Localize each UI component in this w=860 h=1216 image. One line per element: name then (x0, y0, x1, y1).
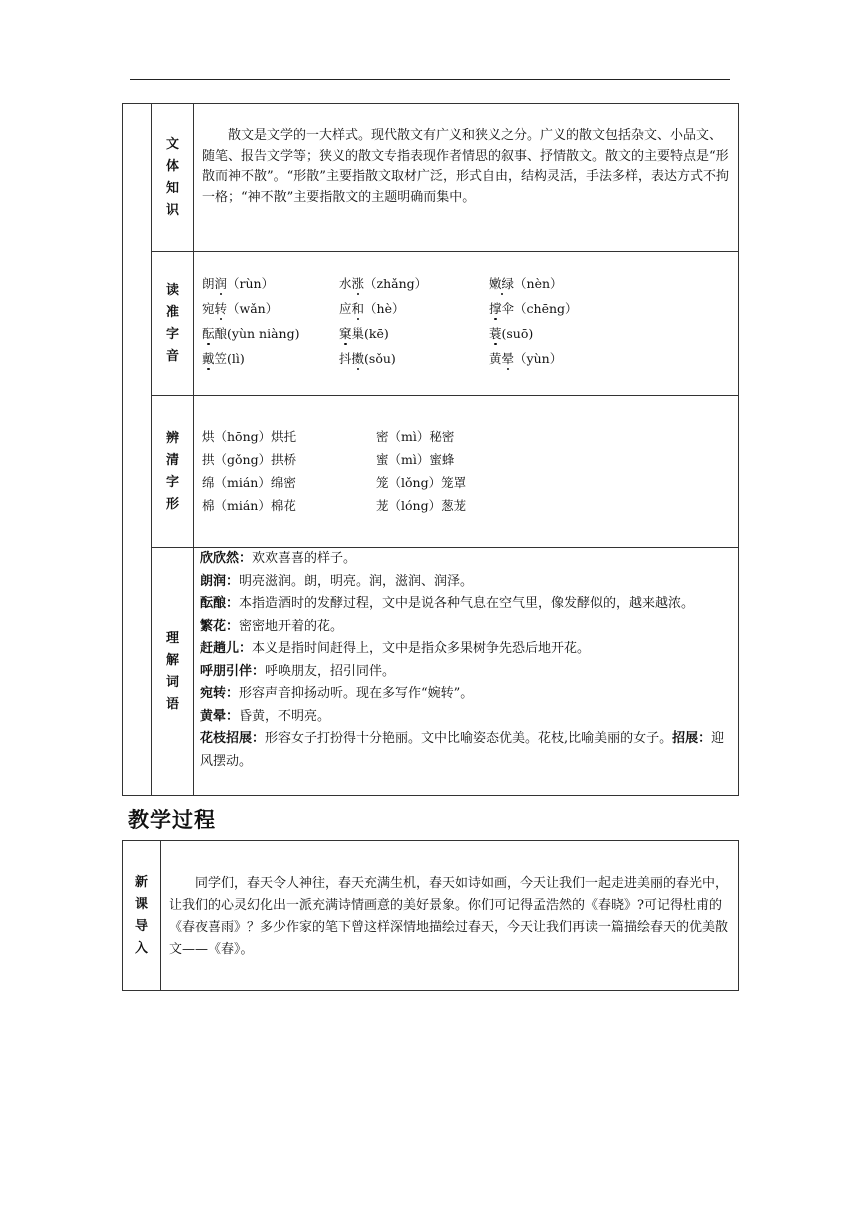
intro-label-cell (123, 841, 161, 991)
pronunciation-row (194, 299, 738, 324)
vocab-term: 酝酿： (200, 596, 240, 611)
character-entry: 烘（hōng）烘托 (202, 429, 297, 444)
vocab-entry (200, 728, 732, 773)
characters-label-cell (152, 396, 194, 548)
lesson-intro-text: 同学们，春天令人神往，春天充满生机，春天如诗如画，今天让我们一起走进美丽的春光中，让我们的心灵幻化出一派充满诗情画意的美好景象。你们可记得孟浩然的《春晓》?可记得杜甫的《春夜喜雨》？多少作家的笔下曾这样深情地描绘过春天，今天让我们再读一篇描绘春天的优美散文——《春》。 (169, 876, 729, 957)
vocab-definition: 迎风摆动。 (200, 731, 725, 769)
vocab-term: 呼朋引伴： (200, 663, 266, 679)
vocab-entry (200, 683, 732, 706)
vocab-definition: 欢欢喜喜的样子。 (252, 551, 357, 566)
vocab-definition: 形容女子打扮得十分艳丽。文中比喻姿态优美。花枝,比喻美丽的女子。 (265, 731, 673, 746)
character-entry: 绵（mián）绵密 (202, 475, 296, 490)
intro-content (161, 841, 739, 991)
vocab-definition: 本义是指时间赶得上，文中是指众多果树争先恐后地开花。 (252, 641, 591, 656)
vocab-definition: 本指造酒时的发酵过程，文中是说各种气息在空气里，像发酵似的，越来越浓。 (239, 596, 695, 611)
vocab-term: 赶趟儿： (200, 641, 253, 656)
vocab-definition: 形容声音抑扬动听。现在多写作“婉转”。 (239, 686, 474, 701)
pronunciation-entry: 水涨（zhǎng） (339, 276, 428, 291)
pronunciation-entry: 朗润（rùn） (202, 276, 275, 291)
vocab-term: 黄晕： (200, 708, 240, 724)
vocab-definition: 明亮滋润。朗，明亮。润，滋润、润泽。 (239, 573, 474, 589)
character-entry: 笼（lǒng）笼罩 (376, 475, 467, 490)
character-entry: 拱（gǒng）拱桥 (202, 452, 297, 467)
vocab-entry (200, 571, 732, 594)
vocab-term: 招展： (672, 731, 712, 746)
vocab-entry (200, 548, 732, 571)
vocab-definition: 昏黄，不明亮。 (239, 708, 331, 724)
vocab-term: 宛转： (200, 686, 240, 701)
character-row (194, 427, 738, 450)
vocab-entry (200, 638, 732, 661)
vocab-label-cell (152, 548, 194, 796)
characters-label: 辨 清 字 形 (165, 430, 179, 512)
vocab-entry (200, 616, 732, 639)
pronunciation-entry: 黄晕（yùn） (489, 351, 563, 366)
characters-content (194, 396, 739, 548)
pronunciation-grid (194, 252, 738, 374)
vocab-definition: 密密地开着的花。 (239, 618, 344, 634)
left-margin-column (123, 104, 152, 796)
characters-grid (194, 396, 738, 519)
pronunciation-entry: 酝酿(yùn niàng) (202, 326, 300, 341)
knowledge-content (194, 104, 739, 252)
pronunciation-entry: 蓑(suō) (489, 326, 534, 341)
pronunciation-entry: 宛转（wǎn） (202, 301, 279, 316)
character-entry: 蜜（mì）蜜蜂 (376, 452, 455, 467)
knowledge-table (122, 103, 739, 796)
pronunciation-entry: 嫩绿（nèn） (489, 276, 563, 291)
character-entry: 茏（lóng）葱茏 (376, 498, 467, 513)
vocab-term: 朗润： (200, 573, 240, 589)
pronunciation-entry: 应和（hè） (339, 301, 405, 316)
pronunciation-entry: 戴笠(lì) (202, 351, 245, 366)
pronunciation-entry: 撑伞（chēng） (489, 301, 578, 316)
vocab-entry (200, 593, 732, 616)
genre-knowledge-text: 散文是文学的一大样式。现代散文有广义和狭义之分。广义的散文包括杂文、小品文、随笔、报告文学等；狭义的散文专指表现作者情思的叙事、抒情散文。散文的主要特点是“形散而神不散”。“形散”主要指散文取材广泛，形式自由，结构灵活，手法多样，表达方式不拘一格；“神不散”主要指散文的主题明确而集中。 (202, 128, 729, 205)
pronunciation-content (194, 252, 739, 396)
vocab-term: 欣欣然： (200, 551, 253, 566)
character-entry: 棉（mián）棉花 (202, 498, 296, 513)
vocab-term: 花枝招展： (200, 731, 266, 746)
pronunciation-row (194, 349, 738, 374)
character-row (194, 450, 738, 473)
knowledge-label-cell (152, 104, 194, 252)
vocab-entry (200, 661, 732, 684)
vocab-entry (200, 706, 732, 729)
pronunciation-entry: 抖擞(sǒu) (339, 351, 396, 366)
process-table (122, 840, 739, 991)
knowledge-label: 文 体 知 识 (165, 136, 179, 218)
pronunciation-row (194, 274, 738, 299)
character-row (194, 496, 738, 519)
vocab-glossary (194, 548, 738, 773)
character-entry: 密（mì）秘密 (376, 429, 455, 444)
vocab-label: 理 解 词 语 (165, 630, 179, 712)
vocab-term: 繁花： (200, 618, 240, 634)
header-rule (130, 79, 730, 80)
intro-label: 新 课 导 入 (134, 874, 148, 956)
pronunciation-row (194, 324, 738, 349)
vocab-definition: 呼唤朋友，招引同伴。 (265, 663, 396, 679)
vocab-content (194, 548, 739, 796)
pronunciation-label: 读 准 字 音 (165, 282, 179, 364)
pronunciation-label-cell (152, 252, 194, 396)
character-row (194, 473, 738, 496)
section-title: 教学过程 (128, 808, 216, 832)
pronunciation-entry: 窠巢(kē) (339, 326, 389, 341)
